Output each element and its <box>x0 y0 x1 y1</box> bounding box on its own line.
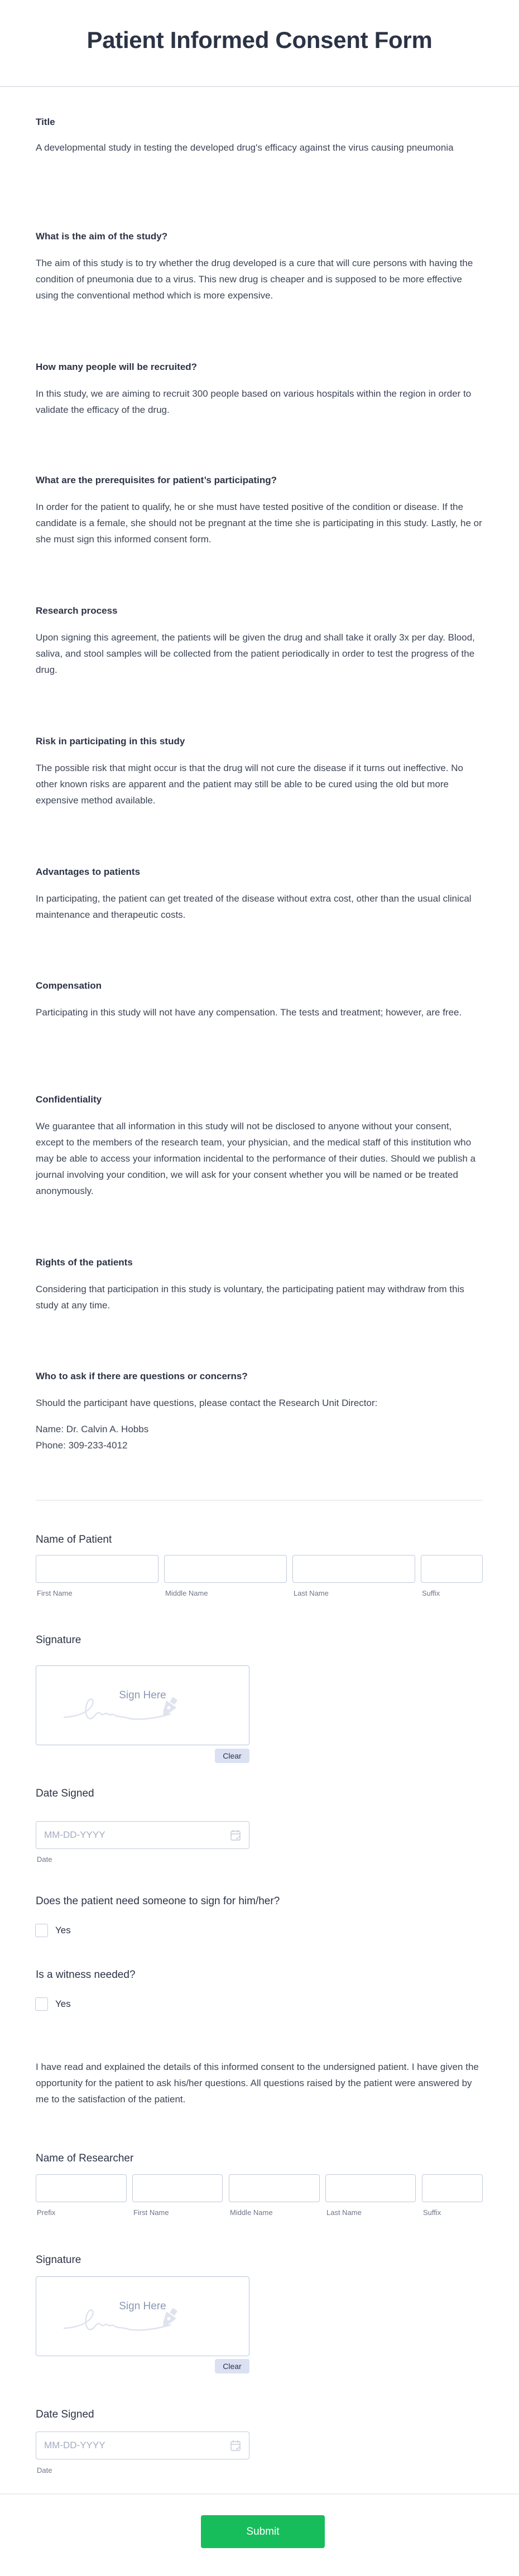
section-heading: Confidentiality <box>36 1094 102 1105</box>
section-body: The aim of this study is to try whether the drug developed is a cure that will cure persons with having the condition of pneumonia due to a virus. This new drug is cheaper and is supposed to be more effective using the conventional method which is more expensive. <box>36 258 473 301</box>
witness-needed-checkbox[interactable] <box>35 1997 48 2011</box>
section-compensation <box>36 980 482 1020</box>
date-placeholder: MM-DD-YYYY <box>44 2440 105 2450</box>
section-title <box>36 116 482 156</box>
section-heading: Who to ask if there are questions or concerns? <box>36 1371 248 1381</box>
researcher-signature-pad[interactable] <box>36 2276 249 2356</box>
researcher-statement-text: I have read and explained the details of this informed consent to the undersigned patient. I have given the opportunity for the patient to ask his/her questions. All questions raised by the patient were answered by me to the satisfaction of the patient. <box>36 2062 479 2105</box>
question-sign-for-patient: Does the patient need someone to sign for him/her? <box>36 1895 280 1907</box>
date-placeholder: MM-DD-YYYY <box>44 1829 105 1840</box>
calendar-icon[interactable] <box>230 1829 241 1841</box>
researcher-prefix-input[interactable] <box>36 2174 127 2202</box>
researcher-first-name-input[interactable] <box>132 2174 223 2202</box>
sign-here-text: Sign Here <box>119 2300 166 2312</box>
patient-last-name-sublabel: Last Name <box>294 1589 329 1597</box>
section-recruitment <box>36 361 482 418</box>
section-body: Participating in this study will not have any compensation. The tests and treatment; however, are free. <box>36 1007 462 1018</box>
section-heading: Title <box>36 117 55 127</box>
section-body: Considering that participation in this study is voluntary, the participating patient may withdraw from this study at any time. <box>36 1284 464 1311</box>
question-witness-needed: Is a witness needed? <box>36 1969 136 1981</box>
section-heading: How many people will be recruited? <box>36 362 198 372</box>
researcher-date-input[interactable] <box>36 2431 249 2459</box>
section-heading: What are the prerequisites for patient’s participating? <box>36 475 277 485</box>
researcher-suffix-input[interactable] <box>422 2174 483 2202</box>
patient-suffix-input[interactable] <box>421 1555 483 1583</box>
signature-pen-icon <box>59 1688 226 1727</box>
patient-date-sublabel: Date <box>37 1855 52 1864</box>
contact-name: Name: Dr. Calvin A. Hobbs <box>36 1424 149 1434</box>
section-heading: Advantages to patients <box>36 866 141 877</box>
checkbox-label[interactable]: Yes <box>55 1999 71 2009</box>
patient-first-name-input[interactable] <box>36 1555 158 1583</box>
patient-signature-pad[interactable] <box>36 1665 249 1745</box>
sign-for-patient-checkbox[interactable] <box>35 1924 48 1937</box>
researcher-statement <box>36 2059 482 2107</box>
section-body: In participating, the patient can get treated of the disease without extra cost, other than the usual clinical maintenance and therapeutic costs. <box>36 893 472 920</box>
checkbox-label[interactable]: Yes <box>55 1925 71 1935</box>
researcher-date-sublabel: Date <box>37 2466 52 2474</box>
calendar-icon[interactable] <box>230 2439 241 2452</box>
section-heading: Rights of the patients <box>36 1257 133 1268</box>
researcher-date-label: Date Signed <box>36 2409 94 2420</box>
section-body: Upon signing this agreement, the patients will be given the drug and shall take it orally 3x per day. Blood, saliva, and stool samples will be collected from the patient periodically in order to test the progress of the drug. <box>36 632 475 675</box>
patient-first-name-sublabel: First Name <box>37 1589 73 1597</box>
researcher-signature-label: Signature <box>36 2254 81 2266</box>
section-risk <box>36 735 482 808</box>
signature-pen-icon <box>59 2299 226 2338</box>
section-body: A developmental study in testing the developed drug's efficacy against the virus causing pneumonia <box>36 142 454 153</box>
patient-suffix-sublabel: Suffix <box>422 1589 440 1597</box>
researcher-middle-name-input[interactable] <box>229 2174 320 2202</box>
patient-signature-label: Signature <box>36 1634 81 1646</box>
patient-middle-name-input[interactable] <box>164 1555 287 1583</box>
patient-name-label: Name of Patient <box>36 1534 112 1545</box>
section-body: Should the participant have questions, please contact the Research Unit Director: <box>36 1398 378 1408</box>
submit-button[interactable]: Submit <box>201 2515 325 2548</box>
researcher-last-name-input[interactable] <box>325 2174 416 2202</box>
patient-middle-name-sublabel: Middle Name <box>165 1589 208 1597</box>
footer-divider <box>0 2493 519 2495</box>
patient-last-name-input[interactable] <box>292 1555 415 1583</box>
page-title: Patient Informed Consent Form <box>86 27 433 53</box>
witness-needed-option[interactable] <box>35 1997 71 2011</box>
section-prerequisites <box>36 474 482 547</box>
researcher-first-name-sublabel: First Name <box>133 2208 169 2217</box>
section-confidentiality <box>36 1094 482 1199</box>
patient-signature-clear-button[interactable]: Clear <box>215 1749 249 1763</box>
patient-date-label: Date Signed <box>36 1788 94 1799</box>
section-body: In this study, we are aiming to recruit 300 people based on various hospitals within the region in order to validate the efficacy of the drug. <box>36 388 472 415</box>
section-heading: Research process <box>36 605 118 616</box>
section-body: In order for the patient to qualify, he or she must have tested positive of the condition or disease. If the candidate is a female, she should not be pregnant at the time she is participating in this study. Lastly, he or she must sign this informed consent form. <box>36 502 482 545</box>
section-advantages <box>36 866 482 923</box>
section-rights <box>36 1256 482 1313</box>
researcher-signature-clear-button[interactable]: Clear <box>215 2359 249 2373</box>
researcher-name-label: Name of Researcher <box>36 2153 134 2164</box>
sign-for-patient-option[interactable] <box>35 1924 71 1937</box>
section-aim <box>36 230 482 304</box>
researcher-prefix-sublabel: Prefix <box>37 2208 56 2217</box>
section-body: We guarantee that all information in this study will not be disclosed to anyone without your consent, except to the members of the research team, your physician, and the medical staff of this institution who may be able to access your information incidental to the performance of their duties. Should we publish a journal involving your condition, we will ask for your consent whether you will be named or be treated anonymously. <box>36 1121 476 1196</box>
form-header <box>0 0 519 87</box>
researcher-suffix-sublabel: Suffix <box>423 2208 441 2217</box>
section-divider <box>36 1500 482 1501</box>
section-contact <box>36 1370 482 1453</box>
section-heading: Compensation <box>36 980 102 991</box>
section-research-process <box>36 605 482 678</box>
section-body: The possible risk that might occur is that the drug will not cure the disease if it turns out ineffective. No other known risks are apparent and the patient may still be able to be cured using the old but more expensive method available. <box>36 763 464 806</box>
sign-here-text: Sign Here <box>119 1689 166 1701</box>
researcher-last-name-sublabel: Last Name <box>326 2208 362 2217</box>
section-heading: Risk in participating in this study <box>36 736 185 747</box>
researcher-middle-name-sublabel: Middle Name <box>230 2208 273 2217</box>
section-heading: What is the aim of the study? <box>36 231 168 242</box>
contact-phone: Phone: 309-233-4012 <box>36 1440 128 1451</box>
patient-date-input[interactable] <box>36 1821 249 1849</box>
